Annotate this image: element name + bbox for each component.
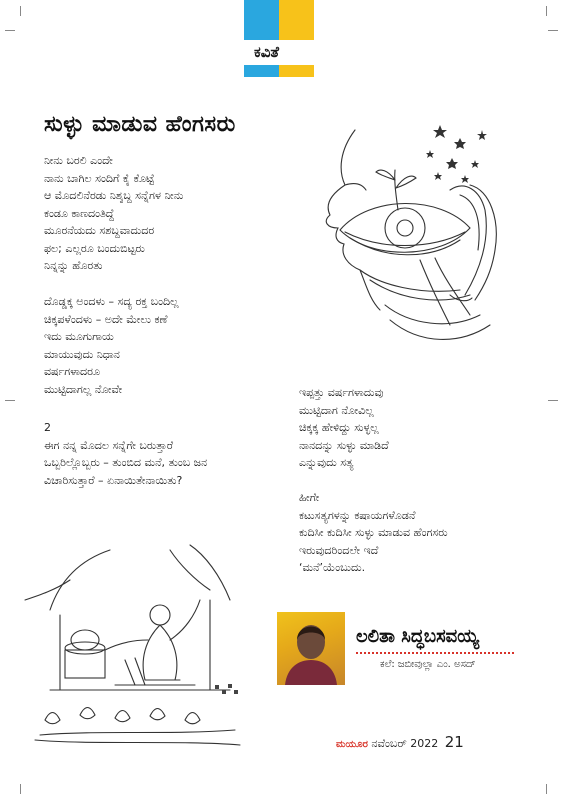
tab-blue-strip: [244, 65, 279, 77]
poem-line: ಮೂರನೆಯದು ಸಶಬ್ದವಾದುದರ: [44, 224, 155, 237]
poem-line: ಕಂಡೂ ಕಾಣದಂತಿದ್ದೆ: [44, 206, 115, 220]
kitchen-illustration: [20, 540, 252, 755]
crop-mark: [546, 6, 547, 16]
issue-month: ನವೆಂಬರ್ 2022: [371, 737, 439, 750]
page-footer: [336, 733, 464, 751]
crop-mark: [548, 400, 558, 401]
face-illustration: [300, 110, 510, 360]
crop-mark: [548, 30, 558, 31]
poem-line: ಹೀಗೇ: [299, 491, 320, 504]
page-number: 21: [444, 733, 464, 751]
poem-stanza-5: [299, 489, 448, 577]
section-tab: [244, 0, 314, 77]
poem-line: ವರ್ಷಗಳಾದರೂ: [44, 365, 100, 378]
poem-line: ಕುದಿಸೀ ಕುದಿಸೀ ಸುಳ್ಳು ಮಾಡುವ ಹೆಂಗಸರು: [299, 526, 448, 539]
illustration-credit: ಕಲೆ: ಜಬೀವುಲ್ಲಾ ಎಂ. ಅಸದ್: [380, 659, 476, 670]
poem-stanza-1: [44, 152, 183, 275]
poem-line: ಫಲ; ಎಲ್ಲರೂ ಬಂದುಬಿಟ್ಟರು: [44, 241, 145, 255]
poem-stanza-2: [44, 293, 179, 398]
crop-mark: [5, 30, 15, 31]
tab-blue-block: [244, 0, 279, 40]
poem-line: ಈಗ ನನ್ನ ಮೊದಲ ಸನ್ನೆಗೇ ಬರುತ್ತಾರೆ: [44, 438, 174, 452]
crop-mark: [5, 400, 15, 401]
poem-line: ದೊಡ್ಡಕ್ಕ ಅಂದಳು – ಸದ್ಯ ರಕ್ತ ಬಂದಿಲ್ಲ: [44, 295, 179, 308]
tab-yellow-block: [279, 0, 314, 40]
magazine-name: ಮಯೂರ: [336, 739, 368, 750]
poem-stanza-4: [299, 384, 389, 472]
poem-line: ವಿಚಾರಿಸುತ್ತಾರೆ – ಏನಾಯಿತೇನಾಯಿತು?: [44, 473, 183, 487]
crop-mark: [20, 6, 21, 16]
dotted-divider: [356, 652, 514, 654]
poem-line: ಇದು ಮೂಗುಗಾಯ: [44, 330, 114, 343]
poem-line: ಒಬ್ಬರಿಲ್ಲೊಬ್ಬರು – ತುಂಬಿದ ಮನೆ, ತುಂಬ ಜನ: [44, 456, 208, 469]
poem-line: ಮಾಯುವುದು ನಿಧಾನ: [44, 347, 120, 361]
crop-mark: [546, 784, 547, 794]
poem-line: ನಾನದನ್ನು ಸುಳ್ಳು ಮಾಡಿದೆ: [299, 438, 389, 452]
poem-line: ‘ಮನೆ’ಯೆಂಬುದು.: [299, 561, 366, 574]
poem-line: ಮುಟ್ಟಿದಾಗಲ್ಲ ನೋವೇ: [44, 382, 123, 396]
poem-line: ಮುಟ್ಟಿದಾಗ ನೋವಿಲ್ಲ: [299, 403, 374, 417]
poem-line: ಚಿಕ್ಕಕ್ಕ ಹೇಳಿದ್ದು ಸುಳ್ಳಲ್ಲ: [299, 421, 379, 434]
section-number: 2: [44, 421, 51, 434]
poem-title: ಸುಳ್ಳು ಮಾಡುವ ಹೆಂಗಸರು: [44, 112, 236, 137]
tab-yellow-strip: [279, 65, 314, 77]
poem-line: ನೀನು ಬರಲಿ ಎಂದೇ: [44, 154, 113, 167]
section-tab-label: ಕವಿತೆ: [244, 40, 314, 65]
poem-line: ಇರುವುದರಿಂದಲೇ ಇದೆ: [299, 543, 379, 557]
poem-line: ನಿನ್ನನ್ನು ಹೊರತು: [44, 259, 103, 272]
poem-line: ಇಪ್ಪತ್ತು ವರ್ಷಗಳಾದುವು: [299, 386, 384, 399]
poem-line: ಚಿಕ್ಕಪಳೆಂದಳು – ಅದೇ ಮೇಲು ಕಣೆ: [44, 312, 168, 326]
author-name: ಲಲಿತಾ ಸಿದ್ಧಬಸವಯ್ಯ: [356, 626, 479, 647]
poem-line: ನಾನು ಬಾಗಿಲ ಸಂದಿಗೆ ಕೈ ಕೊಟ್ಟೆ: [44, 171, 155, 185]
poem-line: ಕಟುಸತ್ಯಗಳನ್ನು ಕಷಾಯಗಳೊಡನೆ: [299, 508, 416, 522]
author-photo: [277, 612, 345, 685]
poem-line: ಎನ್ನುವುದು ಸತ್ಯ: [299, 456, 354, 469]
crop-mark: [20, 784, 21, 794]
poem-line: ಆ ಮೊದಲಿನೆರಡು ನಿಶ್ಶಬ್ದ ಸನ್ನೆಗಳ ನೀನು: [44, 189, 184, 202]
poem-stanza-3: [44, 419, 207, 489]
